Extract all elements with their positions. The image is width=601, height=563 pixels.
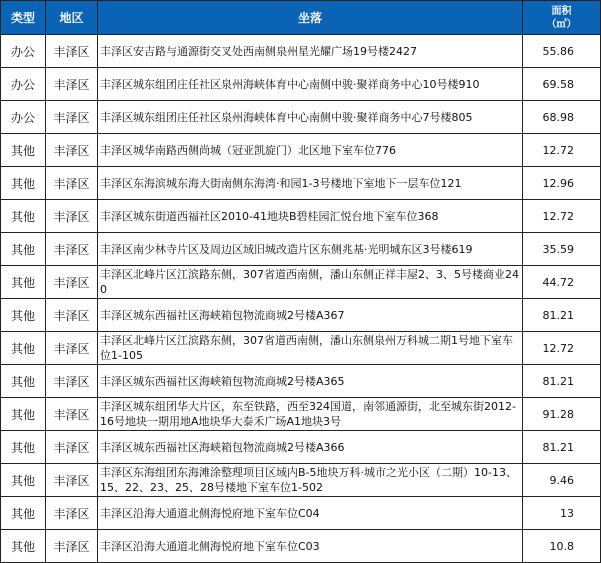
cell-area: 12.72	[523, 134, 601, 167]
cell-type: 其他	[1, 200, 46, 233]
cell-area: 68.98	[523, 101, 601, 134]
cell-location: 丰泽区城东组团庄任社区泉州海峡体育中心南侧中骏·聚祥商务中心10号楼910	[98, 68, 523, 101]
table-row	[1, 101, 601, 134]
table-row	[1, 68, 601, 101]
cell-region: 丰泽区	[46, 497, 98, 530]
cell-area: 55.86	[523, 35, 601, 68]
cell-region: 丰泽区	[46, 35, 98, 68]
cell-type: 其他	[1, 398, 46, 431]
cell-type: 其他	[1, 233, 46, 266]
cell-region: 丰泽区	[46, 68, 98, 101]
cell-location: 丰泽区城华南路西侧尚城（冠亚凯旋门）北区地下室车位776	[98, 134, 523, 167]
cell-region: 丰泽区	[46, 431, 98, 464]
cell-region: 丰泽区	[46, 233, 98, 266]
cell-location: 丰泽区城东街道西福社区2010-41地块B碧桂园汇悦台地下室车位368	[98, 200, 523, 233]
cell-location: 丰泽区北峰片区江滨路东侧，307省道西南侧，潘山东侧泉州万科城二期1号地下室车位1-105	[98, 332, 523, 365]
cell-region: 丰泽区	[46, 200, 98, 233]
cell-area: 69.58	[523, 68, 601, 101]
cell-type: 其他	[1, 167, 46, 200]
cell-area: 9.46	[523, 464, 601, 497]
cell-region: 丰泽区	[46, 365, 98, 398]
cell-type: 其他	[1, 134, 46, 167]
cell-type: 办公	[1, 35, 46, 68]
table-row	[1, 332, 601, 365]
cell-type: 其他	[1, 266, 46, 299]
table-row	[1, 233, 601, 266]
table-row	[1, 134, 601, 167]
cell-area: 44.72	[523, 266, 601, 299]
table-row	[1, 497, 601, 530]
header-area-label: 面积	[551, 5, 572, 17]
cell-area: 12.72	[523, 200, 601, 233]
table-row	[1, 35, 601, 68]
cell-region: 丰泽区	[46, 266, 98, 299]
cell-area: 12.96	[523, 167, 601, 200]
cell-location: 丰泽区南少林寺片区及周边区域旧城改造片区东侧兆基·光明城东区3号楼619	[98, 233, 523, 266]
cell-type: 其他	[1, 299, 46, 332]
cell-area: 10.8	[523, 530, 601, 563]
cell-region: 丰泽区	[46, 299, 98, 332]
table-row	[1, 431, 601, 464]
cell-location: 丰泽区城东组团庄任社区泉州海峡体育中心南侧中骏·聚祥商务中心7号楼805	[98, 101, 523, 134]
cell-area: 81.21	[523, 299, 601, 332]
cell-type: 办公	[1, 68, 46, 101]
cell-location: 丰泽区安吉路与通源街交叉处西南侧泉州星光耀广场19号楼2427	[98, 35, 523, 68]
cell-area: 13	[523, 497, 601, 530]
cell-location: 丰泽区北峰片区江滨路东侧，307省道西南侧，潘山东侧正祥丰屋2、3、5号楼商业240	[98, 266, 523, 299]
cell-area: 12.72	[523, 332, 601, 365]
cell-location: 丰泽区沿海大通道北侧海悦府地下室车位C03	[98, 530, 523, 563]
cell-location: 丰泽区城东西福社区海峡箱包物流商城2号楼A367	[98, 299, 523, 332]
cell-region: 丰泽区	[46, 332, 98, 365]
table-row	[1, 200, 601, 233]
cell-region: 丰泽区	[46, 134, 98, 167]
cell-location: 丰泽区城东西福社区海峡箱包物流商城2号楼A365	[98, 365, 523, 398]
cell-type: 其他	[1, 431, 46, 464]
cell-type: 其他	[1, 464, 46, 497]
cell-area: 81.21	[523, 365, 601, 398]
cell-region: 丰泽区	[46, 398, 98, 431]
header-region: 地区	[46, 1, 98, 35]
table-row	[1, 266, 601, 299]
table-row	[1, 398, 601, 431]
cell-region: 丰泽区	[46, 530, 98, 563]
table-row	[1, 365, 601, 398]
cell-type: 其他	[1, 530, 46, 563]
table-row	[1, 167, 601, 200]
cell-location: 丰泽区城东西福社区海峡箱包物流商城2号楼A366	[98, 431, 523, 464]
header-area	[523, 1, 601, 35]
table-row	[1, 530, 601, 563]
cell-location: 丰泽区东海组团东海滩涂整理项目区域内B-5地块万科·城市之光小区（二期）10-13、15、22、23、25、28号楼地下室车位1-502	[98, 464, 523, 497]
cell-area: 81.21	[523, 431, 601, 464]
cell-type: 其他	[1, 332, 46, 365]
cell-region: 丰泽区	[46, 167, 98, 200]
cell-location: 丰泽区东海滨城东海大街南侧东海湾·和园1-3号楼地下室地下一层车位121	[98, 167, 523, 200]
header-location: 坐落	[98, 1, 523, 35]
table-body	[1, 35, 601, 563]
table-header-row	[1, 1, 601, 35]
header-area-unit: （㎡）	[546, 18, 577, 30]
cell-area: 35.59	[523, 233, 601, 266]
cell-region: 丰泽区	[46, 464, 98, 497]
header-type: 类型	[1, 1, 46, 35]
table-row	[1, 464, 601, 497]
cell-location: 丰泽区城东组团华大片区，东至铁路，西至324国道，南邻通源街，北至城东街2012-16号地块一期用地A地块华大泰禾广场A1地块3号	[98, 398, 523, 431]
cell-region: 丰泽区	[46, 101, 98, 134]
cell-type: 其他	[1, 497, 46, 530]
table-row	[1, 299, 601, 332]
cell-type: 其他	[1, 365, 46, 398]
cell-type: 办公	[1, 101, 46, 134]
cell-area: 91.28	[523, 398, 601, 431]
cell-location: 丰泽区沿海大通道北侧海悦府地下室车位C04	[98, 497, 523, 530]
